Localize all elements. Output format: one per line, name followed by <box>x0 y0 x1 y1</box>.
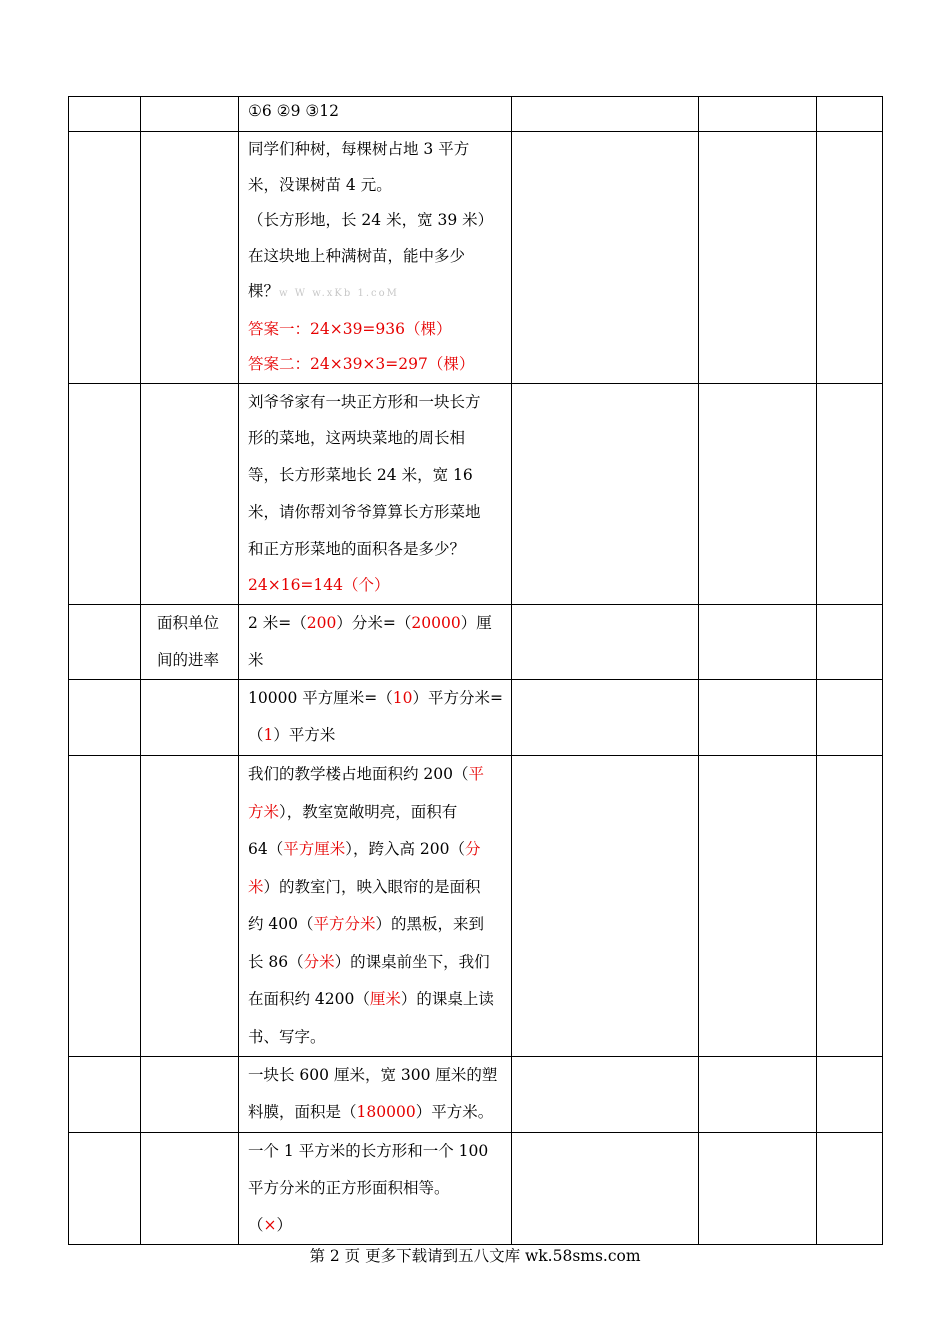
blank-cell <box>512 1133 699 1245</box>
question-text: ）平方分米= <box>412 689 503 708</box>
content-line <box>248 1094 503 1131</box>
content-line <box>248 420 503 457</box>
content-line <box>248 794 503 832</box>
question-text: ）平方米。 <box>415 1103 494 1122</box>
blank-cell <box>512 97 699 132</box>
question-text: ），跨入高 200（ <box>345 840 466 859</box>
answer-text: 分米 <box>303 952 335 971</box>
blank-cell <box>817 1057 883 1133</box>
content-line <box>248 944 503 982</box>
question-text: 一个 1 平方米的长方形和一个 100 <box>248 1142 489 1161</box>
content-line <box>248 1133 503 1170</box>
content-4 <box>239 680 511 754</box>
content-cell <box>239 1057 512 1133</box>
answer-text: 平方厘米 <box>283 840 346 859</box>
content-cell <box>239 1133 512 1245</box>
question-text: ） <box>276 1216 293 1235</box>
question-text: 2 米=（ <box>248 614 307 633</box>
blank-cell <box>817 132 883 384</box>
content-cell <box>239 132 512 384</box>
question-text: ）的课桌前坐下，我们 <box>334 952 490 971</box>
topic-cell <box>141 1133 239 1245</box>
content-line <box>248 717 503 754</box>
content-cell <box>239 383 512 605</box>
question-text: 书、写字。 <box>248 1027 326 1046</box>
answer-text: 24×16=144（个） <box>248 576 390 595</box>
blank-cell <box>817 605 883 680</box>
blank-cell <box>699 605 817 680</box>
content-line <box>248 203 503 239</box>
index-cell <box>69 97 141 132</box>
blank-cell <box>699 680 817 756</box>
blank-cell <box>699 383 817 605</box>
question-text: 形的菜地，这两块菜地的周长相 <box>248 429 466 448</box>
content-0 <box>239 97 511 124</box>
question-text: 在面积约 4200（ <box>248 990 370 1009</box>
question-text: ）平方米 <box>273 726 336 745</box>
content-line <box>248 906 503 944</box>
topic-cell <box>141 1057 239 1133</box>
content-cell <box>239 97 512 132</box>
question-text: ）分米=（ <box>336 614 412 633</box>
worksheet-body <box>69 97 883 1245</box>
content-cell <box>239 756 512 1057</box>
question-text: 刘爷爷家有一块正方形和一块长方 <box>248 392 481 411</box>
content-line <box>248 531 503 568</box>
blank-cell <box>699 97 817 132</box>
content-cell <box>239 605 512 680</box>
index-cell <box>69 132 141 384</box>
content-line <box>248 457 503 494</box>
blank-cell <box>512 383 699 605</box>
answer-text: × <box>263 1216 277 1235</box>
index-cell <box>69 383 141 605</box>
content-line <box>248 1019 503 1057</box>
blank-cell <box>817 680 883 756</box>
question-text: （长方形地，长 24 米，宽 39 米） <box>248 211 494 229</box>
question-text: 10000 平方厘米=（ <box>248 689 393 708</box>
answer-text: 平方分米 <box>313 915 376 934</box>
answer-text: 平 <box>468 765 485 784</box>
content-3 <box>239 605 511 679</box>
content-1 <box>239 132 511 383</box>
question-text: 64（ <box>248 840 284 859</box>
table-row <box>69 383 883 605</box>
table-row <box>69 1057 883 1133</box>
question-text: ）的课桌上读 <box>400 990 494 1009</box>
question-text: 在这块地上种满树苗，能中多少 <box>248 246 466 265</box>
question-text: 等，长方形菜地长 24 米，宽 16 <box>248 466 473 485</box>
question-text: 同学们种树，每棵树占地 3 平方 <box>248 140 470 158</box>
content-line <box>248 605 503 679</box>
content-line <box>248 756 503 794</box>
content-2 <box>239 384 511 605</box>
content-cell <box>239 680 512 756</box>
question-text: （ <box>248 1216 264 1235</box>
answer-text: 方米 <box>248 802 280 821</box>
question-text: （ <box>248 726 264 745</box>
content-line <box>248 239 503 275</box>
blank-cell <box>512 132 699 384</box>
watermark-text: w W w.xKb 1.coM <box>279 288 399 299</box>
blank-cell <box>817 97 883 132</box>
answer-text: 200 <box>306 614 337 633</box>
blank-cell <box>512 1057 699 1133</box>
question-text: 我们的教学楼占地面积约 200（ <box>248 765 469 784</box>
question-text: ）的黑板，来到 <box>375 915 485 934</box>
question-text: ①6 ②9 ③12 <box>248 102 339 120</box>
answer-text: 20000 <box>411 614 461 633</box>
content-line <box>248 274 503 312</box>
index-cell <box>69 756 141 1057</box>
question-text: 长 86（ <box>248 952 304 971</box>
page-footer: 第 2 页 更多下载请到五八文库 wk.58sms.com <box>309 1247 641 1265</box>
content-5 <box>239 756 511 1056</box>
table-row <box>69 132 883 384</box>
content-line <box>248 168 503 204</box>
answer-text: 10 <box>392 689 413 708</box>
question-text: 约 400（ <box>248 915 314 934</box>
content-line <box>248 347 503 383</box>
content-line <box>248 831 503 869</box>
blank-cell <box>512 680 699 756</box>
content-line <box>248 384 503 421</box>
blank-cell <box>699 756 817 1057</box>
content-line <box>248 680 503 717</box>
index-cell <box>69 680 141 756</box>
content-line <box>248 1170 503 1207</box>
answer-text: 分 <box>465 840 481 859</box>
question-text: ）的教室门，映入眼帘的是面积 <box>263 877 481 896</box>
index-cell <box>69 1057 141 1133</box>
question-text: 棵？ <box>248 282 280 300</box>
content-line <box>248 981 503 1019</box>
content-line <box>248 567 503 604</box>
answer-text: 厘米 <box>369 990 401 1009</box>
content-line <box>248 312 503 348</box>
content-line <box>248 1207 503 1244</box>
index-cell <box>69 1133 141 1245</box>
content-line <box>248 494 503 531</box>
answer-text: 1 <box>263 726 274 745</box>
topic-cell <box>141 605 239 680</box>
topic-label: 面积单位间的进率 <box>157 614 220 670</box>
blank-cell <box>512 756 699 1057</box>
topic-cell <box>141 132 239 384</box>
content-line <box>248 869 503 907</box>
content-line <box>248 1057 503 1094</box>
question-text: 一块长 600 厘米，宽 300 厘米的塑 <box>248 1066 498 1085</box>
question-text: 米，没课树苗 4 元。 <box>248 175 392 194</box>
blank-cell <box>817 756 883 1057</box>
table-row <box>69 680 883 756</box>
content-line <box>248 98 503 124</box>
blank-cell <box>699 132 817 384</box>
topic-cell <box>141 97 239 132</box>
topic-cell <box>141 680 239 756</box>
answer-text: 答案二：24×39×3=297（棵） <box>248 355 475 373</box>
answer-text: 180000 <box>356 1103 416 1122</box>
topic-cell <box>141 383 239 605</box>
blank-cell <box>817 383 883 605</box>
blank-cell <box>699 1133 817 1245</box>
table-row <box>69 1133 883 1245</box>
question-text: ）厘米 <box>248 614 492 670</box>
question-text: ），教室宽敞明亮，面积有 <box>279 802 458 821</box>
blank-cell <box>512 605 699 680</box>
topic-cell <box>141 756 239 1057</box>
question-text: 米，请你帮刘爷爷算算长方形菜地 <box>248 502 481 521</box>
content-6 <box>239 1057 511 1131</box>
content-7 <box>239 1133 511 1244</box>
content-line <box>248 132 503 168</box>
table-row <box>69 97 883 132</box>
table-row <box>69 605 883 680</box>
worksheet-table <box>68 96 883 1245</box>
blank-cell <box>817 1133 883 1245</box>
question-text: 料膜，面积是（ <box>248 1103 357 1122</box>
answer-text: 答案一：24×39=936（棵） <box>248 319 452 338</box>
index-cell <box>69 605 141 680</box>
table-row <box>69 756 883 1057</box>
answer-text: 米 <box>248 877 264 896</box>
question-text: 和正方形菜地的面积各是多少？ <box>248 539 466 558</box>
blank-cell <box>699 1057 817 1133</box>
question-text: 平方分米的正方形面积相等。 <box>248 1179 450 1198</box>
